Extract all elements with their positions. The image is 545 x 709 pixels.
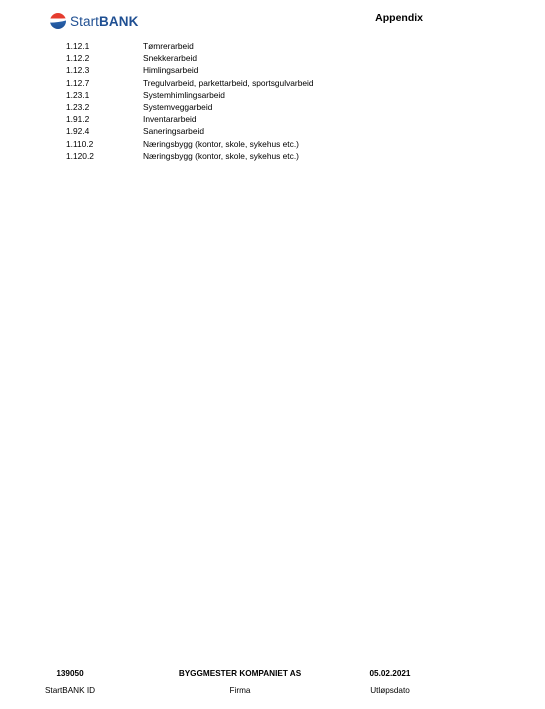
list-item: [66, 40, 314, 52]
item-code: 1.120.2: [66, 150, 94, 161]
footer-company: [150, 668, 330, 697]
startbank-logo: [50, 12, 138, 30]
item-label: Systemhimlingsarbeid: [143, 89, 225, 100]
startbank-id-value: 139050: [56, 669, 84, 678]
item-label: Systemveggarbeid: [143, 101, 213, 112]
item-label: Næringsbygg (kontor, skole, sykehus etc.): [143, 138, 299, 149]
footer: [0, 668, 545, 708]
list-item: [66, 64, 314, 76]
item-label: Tømrerarbeid: [143, 41, 194, 51]
item-code: 1.12.3: [66, 65, 90, 76]
startbank-logo-icon: [50, 13, 66, 29]
item-label: Saneringsarbeid: [143, 126, 204, 137]
item-label: Himlingsarbeid: [143, 65, 199, 76]
logo-text-bold: BANK: [99, 13, 139, 29]
item-code: 1.91.2: [66, 114, 90, 125]
list-item: [66, 101, 314, 113]
logo-text: [70, 14, 138, 29]
page-title: Appendix: [375, 12, 423, 24]
list-item: [66, 150, 314, 162]
list-item: [66, 113, 314, 125]
footer-date: [350, 668, 430, 697]
item-code: 1.23.2: [66, 101, 90, 112]
item-code: 1.110.2: [66, 138, 94, 149]
item-code: 1.12.7: [66, 77, 90, 88]
item-label: Inventararbeid: [143, 114, 197, 125]
item-code: 1.92.4: [66, 126, 90, 137]
item-code: 1.12.2: [66, 53, 90, 64]
item-label: Tregulvarbeid, parkettarbeid, sportsgulvarbeid: [143, 77, 314, 88]
logo-text-light: Start: [70, 13, 100, 29]
item-list: [66, 40, 314, 162]
item-code: 1.23.1: [66, 89, 90, 100]
company-label: Firma: [229, 686, 251, 695]
list-item: [66, 138, 314, 150]
company-value: BYGGMESTER KOMPANIET AS: [178, 669, 302, 678]
expiry-date-value: 05.02.2021: [369, 669, 411, 678]
list-item: [66, 89, 314, 101]
expiry-date-label: Utløpsdato: [370, 686, 410, 695]
list-item: [66, 52, 314, 64]
list-item: [66, 77, 314, 89]
list-item: [66, 125, 314, 137]
footer-id: [30, 668, 110, 697]
startbank-id-label: StartBANK ID: [44, 686, 96, 695]
item-label: Næringsbygg (kontor, skole, sykehus etc.): [143, 150, 299, 161]
item-label: Snekkerarbeid: [143, 53, 198, 64]
item-code: 1.12.1: [66, 41, 90, 51]
